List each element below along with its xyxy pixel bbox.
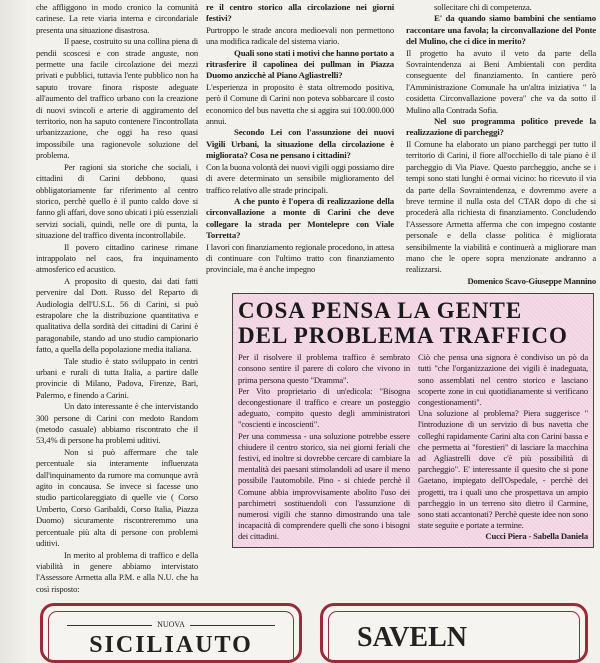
paragraph: Ciò che pensa una signora è condiviso un pò da tutti "che l'organizzazione dei vigili è inadeguata, sono assemblati nel centro storico e lasciano scoperte zone in cui quotidianamente si verificano congestionamenti". (418, 352, 588, 407)
headline-line-2: DEL PROBLEMA TRAFFICO (238, 323, 568, 349)
ad-inner-frame (328, 611, 580, 663)
interview-columns (206, 0, 596, 287)
paragraph: Per una commessa - una soluzione potrebbe essere chiudere il centro storico, sia nei giorni feriali che festivi, ed inoltre si dovrebbe cercare di cambiare la mentalità dei paesani stimolandoli ad usare il meno possibile l'automobile. Pino - si chiede perchè il Comune abbia improvvisamente abolito l'uso dei parchimetri sostituendoli con l'assunzione di numerosi vigili che stanno dimostrando una tale incapacità di comprendere quelli che sono i bisogni dei cittadini. (238, 430, 410, 542)
box-headline (238, 298, 588, 348)
interview-answer: L'esperienza in proposito è stata oltremodo positiva, però il Comune di Carini non poteva sobbarcare il costo economico del bus navetta che si aggira sui 100.000.000 annui. (206, 81, 394, 127)
paragraph: Non si può affermare che tale percentuale sia interamente influenzata dall'inquinamento da rumore ma comunque avrà agito in concausa. Se invece si facesse uno studio particolareggiato di quelle vie ( Corso Umberto, Corso Garibaldi, Corso Italia, Piazza Duomo) sicuramente riscontreremmo una percentuale più alta di persone con problemi uditivi. (36, 446, 198, 549)
interview-question: Quali sono stati i motivi che hanno portato a ritrasferire il capolinea dei pullman in Piazza Duomo anzicchè al Piano Agliastrelli? (206, 47, 394, 81)
interview-answer: I lavori con finanziamento regionale procedono, in attesa di continuare con l'ultimo tratto con finanziamento provinciale, ma è anche impegno (206, 241, 394, 275)
interview-answer: Con la buona volontà dei nuovi vigili oggi possiamo dire di avere determinato un sensibile miglioramento del traffico relativo alle strade principali. (206, 161, 394, 195)
advertisement-siciliauto (40, 603, 302, 663)
paragraph: Il povero cittadino carinese rimane intrappolato nel caos, fra inquinamento atmosferico ed acustico. (36, 241, 198, 275)
ad-kicker: NUOVA (157, 620, 185, 630)
paragraph: Per il risolvere il problema traffico è sembrato consono sentire il parere di coloro che vivono in prima persona questo "Dramma". (238, 352, 410, 385)
box-columns (238, 352, 588, 542)
interview-answer: Purtroppo le strade ancora medioevali non permettono una modifica radicale del sistema viario. (206, 24, 394, 47)
headline-line-1: COSA PENSA LA GENTE (238, 298, 523, 324)
interview-question: re il centro storico alla circolazione nei giorni festivi? (206, 2, 394, 24)
divider (190, 625, 275, 626)
interview-question: A che punto è l'opera di realizzazione della circonvallazione a monte di Carini che deve collegare la strada per Montelepre con Viale Torretta? (206, 195, 394, 241)
interview-answer: Il Comune ha elaborato un piano parcheggi per tutto il territorio di Carini, il fiore all'occhiello di tale piano è il parcheggio di Via Piave. Questo parcheggio, anche se i tempi sono stati lunghi è ormai vicino: ho ricevuto il via da parte della Sovraintendenza, e dovremmo avere a breve termine il nulla osta del CTAR dopo di che si procederà alla richiesta di finanziamento. Concludendo l'Assessore Armetta afferma che con impegno costante personale e della classe politica è migliorata sensibilmente la viabilità e continuerà a migliorare man mano che le opere sopra menzionate andranno a realizzarsi. (406, 138, 596, 275)
paragraph: Tale studio è stato sviluppato in centri urbani e rurali di tutta Italia, a partire dalle provincie di Milano, Padova, Firenze, Bari, Palermo, e finendo a Carini. (36, 355, 198, 400)
interview-question: Secondo Lei con l'assunzione dei nuovi Vigili Urbani, la situazione della circolazione è migliorata? Cosa ne pensano i cittadini? (206, 127, 394, 161)
paragraph: Un dato interessante è che intervistando 300 persone di Carini con medoto Random (metodo casuale) abbiamo riscontrato che il 53,4% di persone ha problemi uditivi. (36, 401, 198, 446)
box-column-left (238, 352, 410, 542)
ad-brand-name: SICILIAUTO (89, 632, 253, 659)
paragraph: che affliggono in modo cronico la comunità carinese. La rete viaria interna e circondariale presenta una situazione disastrosa. (36, 2, 198, 35)
paragraph: In merito al problema di traffico e della viabilità in genere abbiamo intervistato l'Assessore Armetta alla P.M. e alla N.U. che ha così risposto: (36, 549, 198, 594)
box-column-right (418, 352, 588, 542)
right-area (206, 0, 596, 548)
paragraph: Per Vito proprietario di un'edicola: "Bisogna decongestionare il traffico e creare un posteggio adeguato, compito questo degli amministratori "coscienti e incoscienti". (238, 385, 410, 430)
paragraph: A proposito di questo, dai dati fatti pervenire dal Dott. Russo del Reparto di Audiologia dell'U.S.L. 56 di Carini, si può estrapolare che la distribuzione quantitativa e qualitativa della sordità dei cittadini di Carini è paragonabile, stando ad uno studio campionario fatto, a quella della popolazione media italiana. (36, 275, 198, 355)
interview-question: E' da quando siamo bambini che sentiamo raccontare una favola; la circonvallazione del Ponte del Mulino, che ci dice in merito? (406, 13, 596, 47)
ad-inner-frame (48, 611, 294, 663)
sidebar-box-opinions (232, 293, 594, 547)
interview-answer: Il progetto ha avuto il veto da parte della Sovraintendenza ai Beni Ambientali con perdita conseguente del finanziamento. In cantiere però l'Amministrazione Comunale ha un'altra iniziativa " la cosidetta Circonvallazione povera" che va da sotto il Mulino alla Contrada Sofia. (406, 47, 596, 115)
advertisement-saveln (320, 603, 588, 663)
article-byline: Domenico Scavo-Giuseppe Mannino (467, 275, 596, 286)
paragraph: sollecitare chi di competenza. (434, 2, 532, 12)
paragraph: Una soluzione al problema? Piera suggerisce " l'introduzione di un servizio di bus navetta che colleghi rapidamente Carini alta con Carini bassa e che permetta ai "forestieri" di lasciare la macchina ad Agliastrelli dove c'è più possibilità di parcheggio". E' interessante il quesito che si pone Gaetano, impiegato dell'Ospedale, - perchè dei progetti, tra i quali uno che prospettava un ampio parcheggio in un terreno sito dietro il Carmine, sono stati accantonati? Perchè queste idee non sono state seguite e portate a termine. (418, 408, 588, 531)
article-column-2 (206, 2, 394, 287)
paragraph: Il paese, costruito su una collina piena di pendii scoscesi e con strade anguste, non permette una facile circolazione dei mezzi privati e pubblici, tuttavia l'ente pubblico non ha saputo trovare finora risposte adeguate all'aumento del traffico urbano con la creazione di nuovi svincoli e arterie di aggiramento del territorio, non ha saputo contenere l'incontrollata urbanizzazione, che oggi ha reso quasi impossibile una ragionevole soluzione del problema. (36, 36, 198, 161)
article-column-3 (406, 2, 596, 287)
box-byline: Cucci Piera - Sabella Daniela (485, 531, 588, 542)
ads-row (0, 603, 600, 663)
interview-question: Nel suo programma politico prevede la realizzazione di parcheggi? (406, 116, 596, 138)
paragraph: Per ragioni sia storiche che sociali, i cittadini di Carini debbono, quasi obbligatoriamente far riferimento al centro storico, perchè quello è il punto caldo dove si fanno gli affari, dove sono ubicati i più essenziali servizi sociali, quindi, nelle ore di punta, la situazione del traffico diventa incontrollabile. (36, 161, 198, 241)
article-column-1 (36, 0, 198, 595)
ad-brand-name: SAVELN (357, 622, 467, 654)
